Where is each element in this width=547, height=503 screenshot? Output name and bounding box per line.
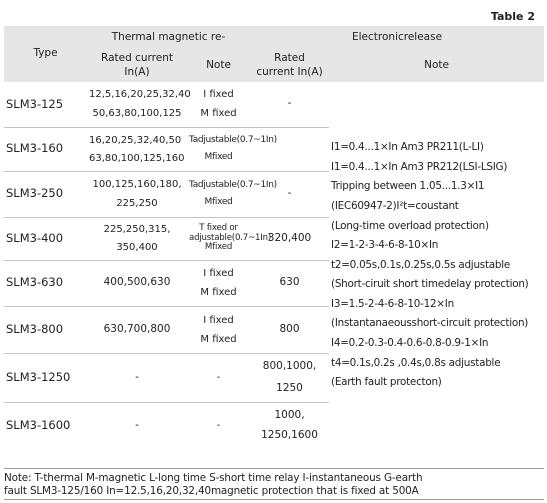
type-header: Type xyxy=(4,26,87,82)
footnote xyxy=(4,472,544,498)
current-cell: 630,700,800 xyxy=(103,322,171,335)
thermal-group-header: Thermal magnetic re- xyxy=(87,26,250,49)
note-cell: - xyxy=(216,420,221,432)
type-cell: SLM3-400 xyxy=(6,230,64,245)
table-body xyxy=(4,82,544,449)
rated-cell xyxy=(250,127,329,171)
rated-cell: 1000, 1250,1600 xyxy=(261,409,318,441)
rated-cell: 320,400 xyxy=(267,231,312,244)
note-cell: - xyxy=(216,372,221,383)
electronic-note-cell: I1=0.4...1×In Am3 PR211(L-LI) I1=0.4...1×In Am3 PR212(LSI-LSIG) Tripping between 1.05...1.3×I1 (IEC60947-2)I²t=coustant (Long-time overload protection) I2=1-2-3-4-6-8-10×In t2=0.05s,0.1s,0.25s,0.5s adjustable (Short-ciruit short timedelay protection) I3=1.5-2-4-6-8-10-12×In (Instantanaeousshort-circuit protection) I4=0.2-0.3-0.4-0.6-0.8-0.9-1×In t4=0.1s,0.2s ,0.4s,0.8s adjustable (Earth fault protecton) xyxy=(331,141,529,389)
bottom-divider xyxy=(4,499,544,500)
note-cell: I fixed M fixed xyxy=(200,268,237,298)
current-cell: - xyxy=(135,370,139,383)
current-cell: 225,250,315, 350,400 xyxy=(103,224,171,253)
note-header: Note xyxy=(187,49,250,82)
rated-cell: 800,1000, 1250 xyxy=(262,359,317,394)
type-cell: SLM3-125 xyxy=(6,96,64,111)
type-cell: SLM3-630 xyxy=(6,275,64,290)
footnote-line: fault SLM3-125/160 In=12.5,16,20,32,40magnetic protection that is fixed at 500A xyxy=(4,485,419,497)
table-header xyxy=(4,26,544,82)
rated-cell: 630 xyxy=(279,276,300,289)
current-cell: 100,125,160,180, 225,250 xyxy=(92,179,182,209)
table-row xyxy=(4,82,544,127)
table-caption: Table 2 xyxy=(490,10,535,23)
note-cell: Tadjustable(0.7~1In) Mfixed xyxy=(189,179,277,207)
type-cell: SLM3-1250 xyxy=(6,369,71,384)
elec-rated-header: Rated current In(A) xyxy=(250,49,329,82)
current-cell: 400,500,630 xyxy=(103,276,171,289)
spec-table xyxy=(4,26,544,449)
note-cell: I fixed M fixed xyxy=(200,314,237,345)
footnote-divider xyxy=(4,468,544,469)
electronic-group-header: Electronicrelease xyxy=(250,26,544,49)
type-cell: SLM3-800 xyxy=(6,321,64,336)
note-cell: Tadjustable(0.7~1In) Mfixed xyxy=(189,135,277,162)
rated-cell: 800 xyxy=(279,322,300,335)
note-cell: I fixed M fixed xyxy=(200,89,237,120)
type-cell: SLM3-250 xyxy=(6,186,64,201)
rated-current-header: Rated current In(A) xyxy=(87,49,187,82)
current-cell: - xyxy=(135,418,139,431)
footnote-line: Note: T-thermal M-magnetic L-long time S-short time relay I-instantaneous G-earth xyxy=(4,472,423,484)
type-cell: SLM3-160 xyxy=(6,141,64,156)
elec-note-header: Note xyxy=(329,49,544,82)
rated-cell: - xyxy=(287,97,292,110)
current-cell: 12,5,16,20,25,32,40 50,63,80,100,125 xyxy=(89,89,191,120)
current-cell: 16,20,25,32,40,50 63,80,100,125,160 xyxy=(89,134,185,164)
rated-cell: - xyxy=(287,187,292,200)
note-cell: T fixed or adjustable(0.7~1In) Mfixed xyxy=(189,222,272,253)
type-cell: SLM3-1600 xyxy=(6,418,71,433)
